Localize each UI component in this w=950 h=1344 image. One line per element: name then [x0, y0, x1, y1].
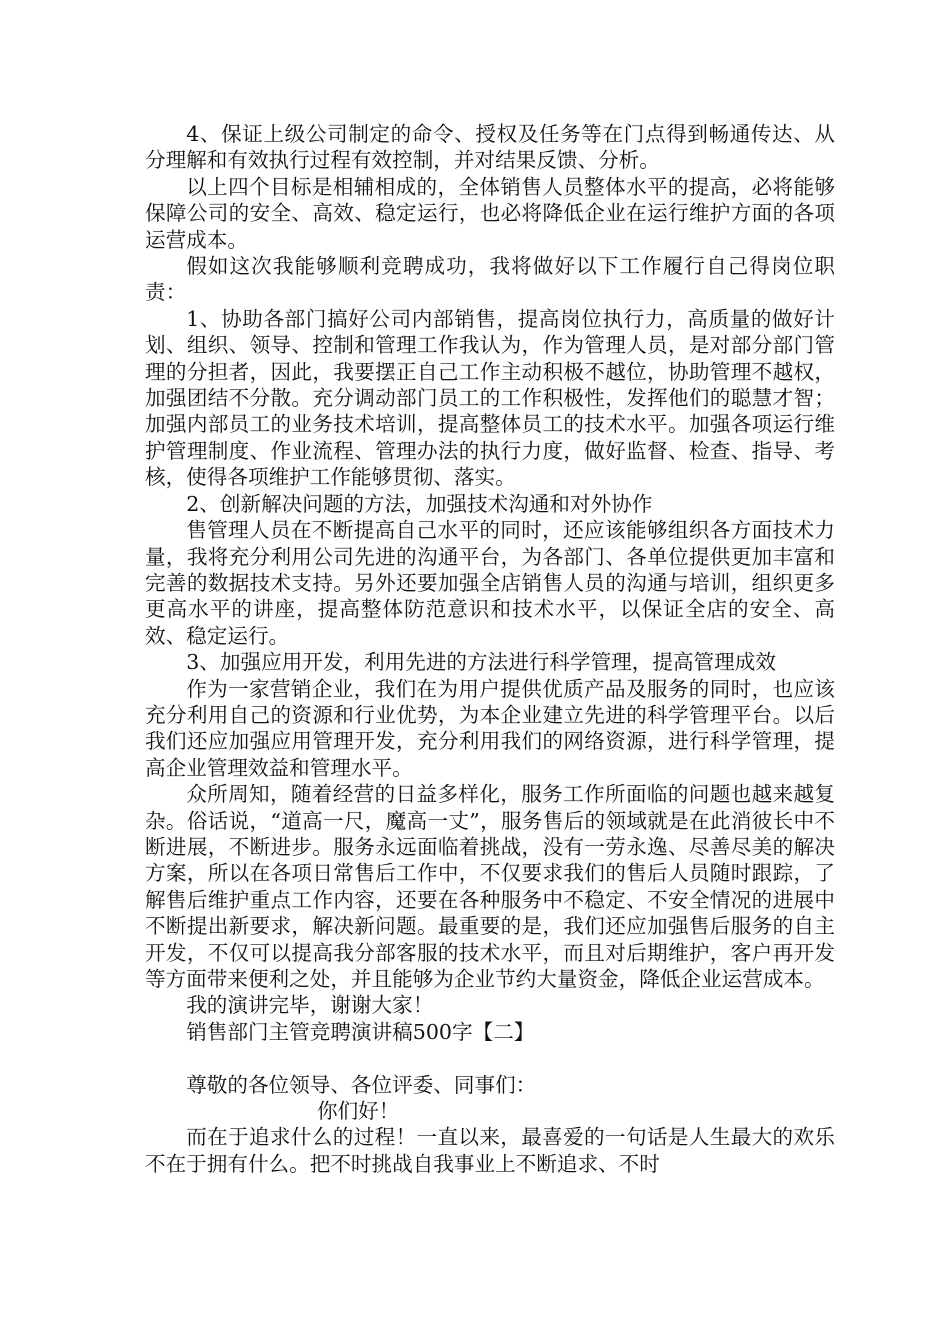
document-page [145, 121, 835, 1177]
paragraph-duty-2-body: 售管理人员在不断提高自己水平的同时，还应该能够组织各方面技术力量，我将充分利用公司先进的沟通平台，为各部门、各单位提供更加丰富和完善的数据技术支持。另外还要加强全店销售人员的沟通与培训，组织更多更高水平的讲座，提高整体防范意识和技术水平，以保证全店的安全、高效、稳定运行。 [145, 518, 835, 648]
paragraph-duty-1: 1、协助各部门搞好公司内部销售，提高岗位执行力，高质量的做好计划、组织、领导、控制和管理工作我认为，作为管理人员，是对部分部门管理的分担者，因此，我要摆正自己工作主动积极不越位，协助管理不越权，加强团结不分散。充分调动部门员工的工作积极性，发挥他们的聪慧才智；加强内部员工的业务技术培训，提高整体员工的技术水平。加强各项运行维护管理制度、作业流程、管理办法的执行力度，做好监督、检查、指导、考核，使得各项维护工作能够贯彻、落实。 [145, 306, 835, 490]
paragraph-closing: 我的演讲完毕，谢谢大家！ [186, 993, 434, 1018]
paragraph-duty-2-heading: 2、创新解决问题的方法，加强技术沟通和对外协作 [186, 491, 653, 516]
paragraph-pursuit: 而在于追求什么的过程！一直以来，最喜爱的一句话是人生最大的欢乐不在于拥有什么。把不时挑战自我事业上不断追求、不时 [145, 1125, 835, 1176]
paragraph-duties-intro: 假如这次我能够顺利竞聘成功，我将做好以下工作履行自己得岗位职责： [145, 254, 835, 305]
paragraph-duty-3-body: 作为一家营销企业，我们在为用户提供优质产品及服务的同时，也应该充分利用自己的资源和行业优势，为本企业建立先进的科学管理平台。以后我们还应加强应用管理开发，充分利用我们的网络资源，进行科学管理，提高企业管理效益和管理水平。 [145, 676, 835, 780]
greeting: 你们好！ [317, 1099, 400, 1124]
paragraph-goal-4: 4、保证上级公司制定的命令、授权及任务等在门点得到畅通传达、从分理解和有效执行过程有效控制，并对结果反馈、分析。 [145, 122, 835, 173]
paragraph-service-challenges: 众所周知，随着经营的日益多样化，服务工作所面临的问题也越来越复杂。俗话说，“道高一尺，魔高一丈”，服务售后的领域就是在此消彼长中不断进展，不断进步。服务永远面临着挑战，没有一劳永逸、尽善尽美的解决方案，所以在各项日常售后工作中，不仅要求我们的售后人员随时跟踪，了解售后维护重点工作内容，还要在各种服务中不稳定、不安全情况的进展中不断提出新要求，解决新问题。最重要的是，我们还应加强售后服务的自主开发，不仅可以提高我分部客服的技术水平，而且对后期维护，客户再开发等方面带来便利之处，并且能够为企业节约大量资金，降低企业运营成本。 [145, 782, 835, 991]
section-title-speech-two: 销售部门主管竞聘演讲稿500字【二】 [186, 1019, 535, 1044]
paragraph-goals-summary: 以上四个目标是相辅相成的，全体销售人员整体水平的提高，必将能够保障公司的安全、高效、稳定运行，也必将降低企业在运行维护方面的各项运营成本。 [145, 174, 835, 252]
salutation: 尊敬的各位领导、各位评委、同事们： [186, 1072, 537, 1097]
paragraph-duty-3-heading: 3、加强应用开发，利用先进的方法进行科学管理，提高管理成效 [186, 650, 776, 675]
blank-line [145, 1045, 835, 1071]
